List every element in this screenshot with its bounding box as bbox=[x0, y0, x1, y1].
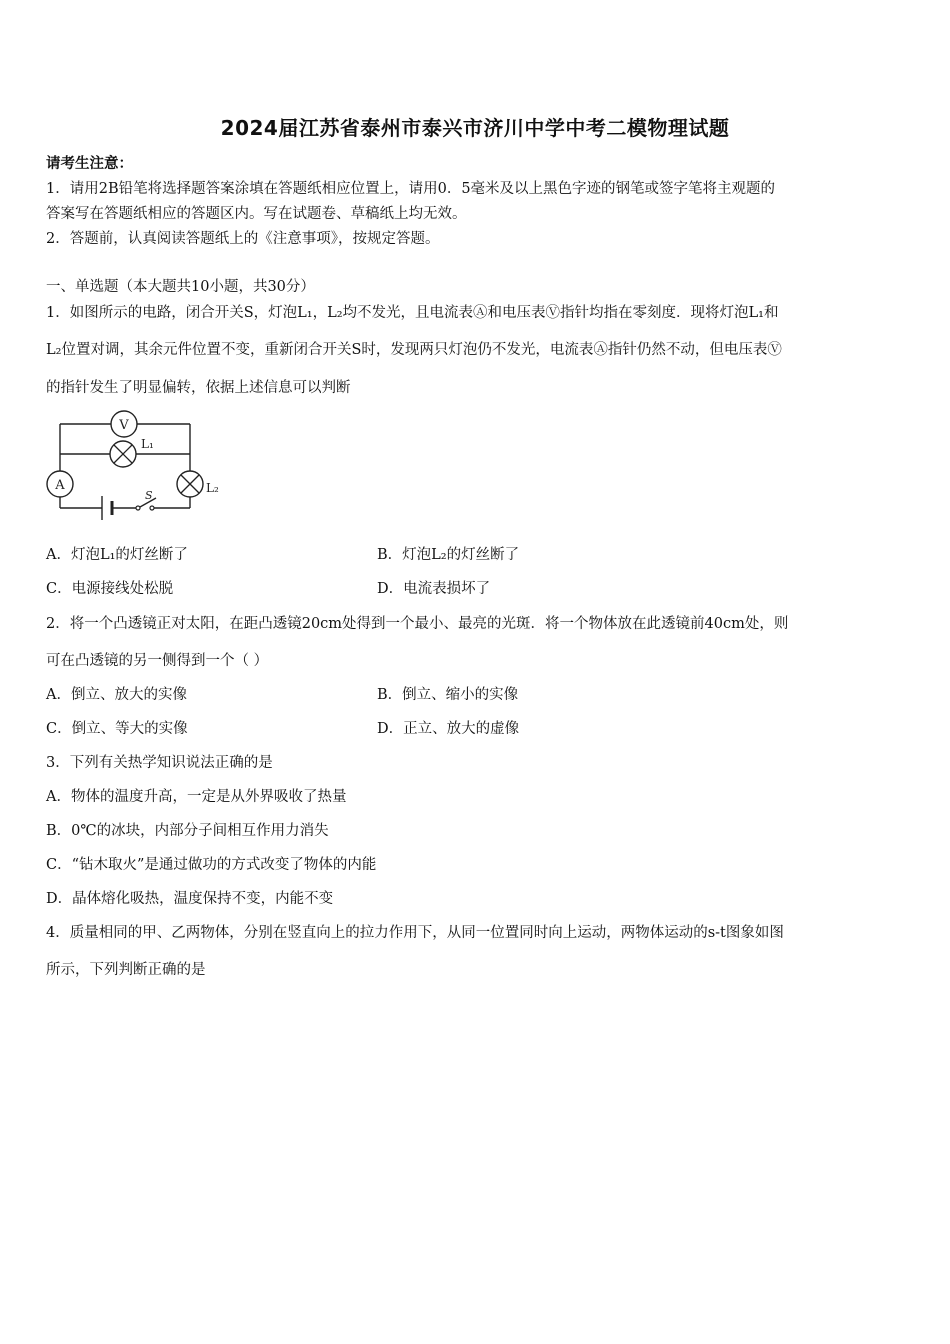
q3-stem: 3．下列有关热学知识说法正确的是 bbox=[46, 755, 273, 771]
lamp-l1-label: L₁ bbox=[141, 437, 154, 451]
ammeter-symbol bbox=[47, 471, 73, 497]
q1-line1: 1．如图所示的电路，闭合开关S，灯泡L₁，L₂均不发光，且电流表Ⓐ和电压表Ⓥ指针均指在零刻度．现将灯泡L₁和 bbox=[46, 305, 779, 321]
voltmeter-symbol bbox=[111, 411, 137, 437]
q1-line3: 的指针发生了明显偏转，依据上述信息可以判断 bbox=[46, 380, 351, 396]
q1-option-d: D．电流表损坏了 bbox=[377, 581, 491, 597]
lamp-l2-symbol bbox=[177, 471, 219, 497]
page-title: 2024届江苏省泰州市泰兴市济川中学中考二模物理试题 bbox=[220, 116, 730, 140]
q2-option-b: B．倒立、缩小的实像 bbox=[377, 687, 519, 703]
notice-item1-line1: 1．请用2B铅笔将选择题答案涂填在答题纸相应位置上，请用0．5毫米及以上黑色字迹的钢笔或签字笔将主观题的 bbox=[46, 181, 776, 197]
q3-option-a: A．物体的温度升高，一定是从外界吸收了热量 bbox=[46, 789, 347, 805]
switch-label: S bbox=[145, 489, 153, 502]
q4-line2: 所示，下列判断正确的是 bbox=[46, 962, 206, 978]
circuit-diagram bbox=[44, 408, 234, 528]
q1-line2: L₂位置对调，其余元件位置不变，重新闭合开关S时，发现两只灯泡仍不发光，电流表Ⓐ指针仍然不动，但电压表Ⓥ bbox=[46, 342, 782, 358]
q4-line1: 4．质量相同的甲、乙两物体，分别在竖直向上的拉力作用下，从同一位置同时向上运动，两物体运动的s-t图象如图 bbox=[46, 925, 784, 941]
notice-item2: 2．答题前，认真阅读答题纸上的《注意事项》，按规定答题。 bbox=[46, 231, 440, 247]
q2-option-c: C．倒立、等大的实像 bbox=[46, 721, 188, 737]
q2-line2: 可在凸透镜的另一侧得到一个（ ） bbox=[46, 653, 269, 669]
switch-symbol bbox=[136, 489, 156, 510]
q1-option-b: B．灯泡L₂的灯丝断了 bbox=[377, 547, 520, 563]
q3-option-c: C．“钻木取火”是通过做功的方式改变了物体的内能 bbox=[46, 857, 377, 873]
section-heading: 一、单选题（本大题共10小题，共30分） bbox=[46, 279, 315, 295]
ammeter-label: A bbox=[55, 478, 65, 493]
voltmeter-label: V bbox=[119, 418, 129, 433]
notice-item1-line2: 答案写在答题纸相应的答题区内。写在试题卷、草稿纸上均无效。 bbox=[46, 206, 467, 222]
q2-option-d: D．正立、放大的虚像 bbox=[377, 721, 520, 737]
q3-option-b: B．0℃的冰块，内部分子间相互作用力消失 bbox=[46, 823, 329, 839]
q2-line1: 2．将一个凸透镜正对太阳，在距凸透镜20cm处得到一个最小、最亮的光斑．将一个物体放在此透镜前40cm处，则 bbox=[46, 616, 789, 632]
notice-heading: 请考生注意： bbox=[46, 155, 133, 172]
q1-option-c: C．电源接线处松脱 bbox=[46, 581, 174, 597]
lamp-l1-symbol bbox=[110, 437, 154, 467]
q2-option-a: A．倒立、放大的实像 bbox=[46, 687, 187, 703]
q3-option-d: D．晶体熔化吸热，温度保持不变，内能不变 bbox=[46, 891, 334, 907]
lamp-l2-label: L₂ bbox=[206, 481, 219, 495]
q1-option-a: A．灯泡L₁的灯丝断了 bbox=[46, 547, 188, 563]
